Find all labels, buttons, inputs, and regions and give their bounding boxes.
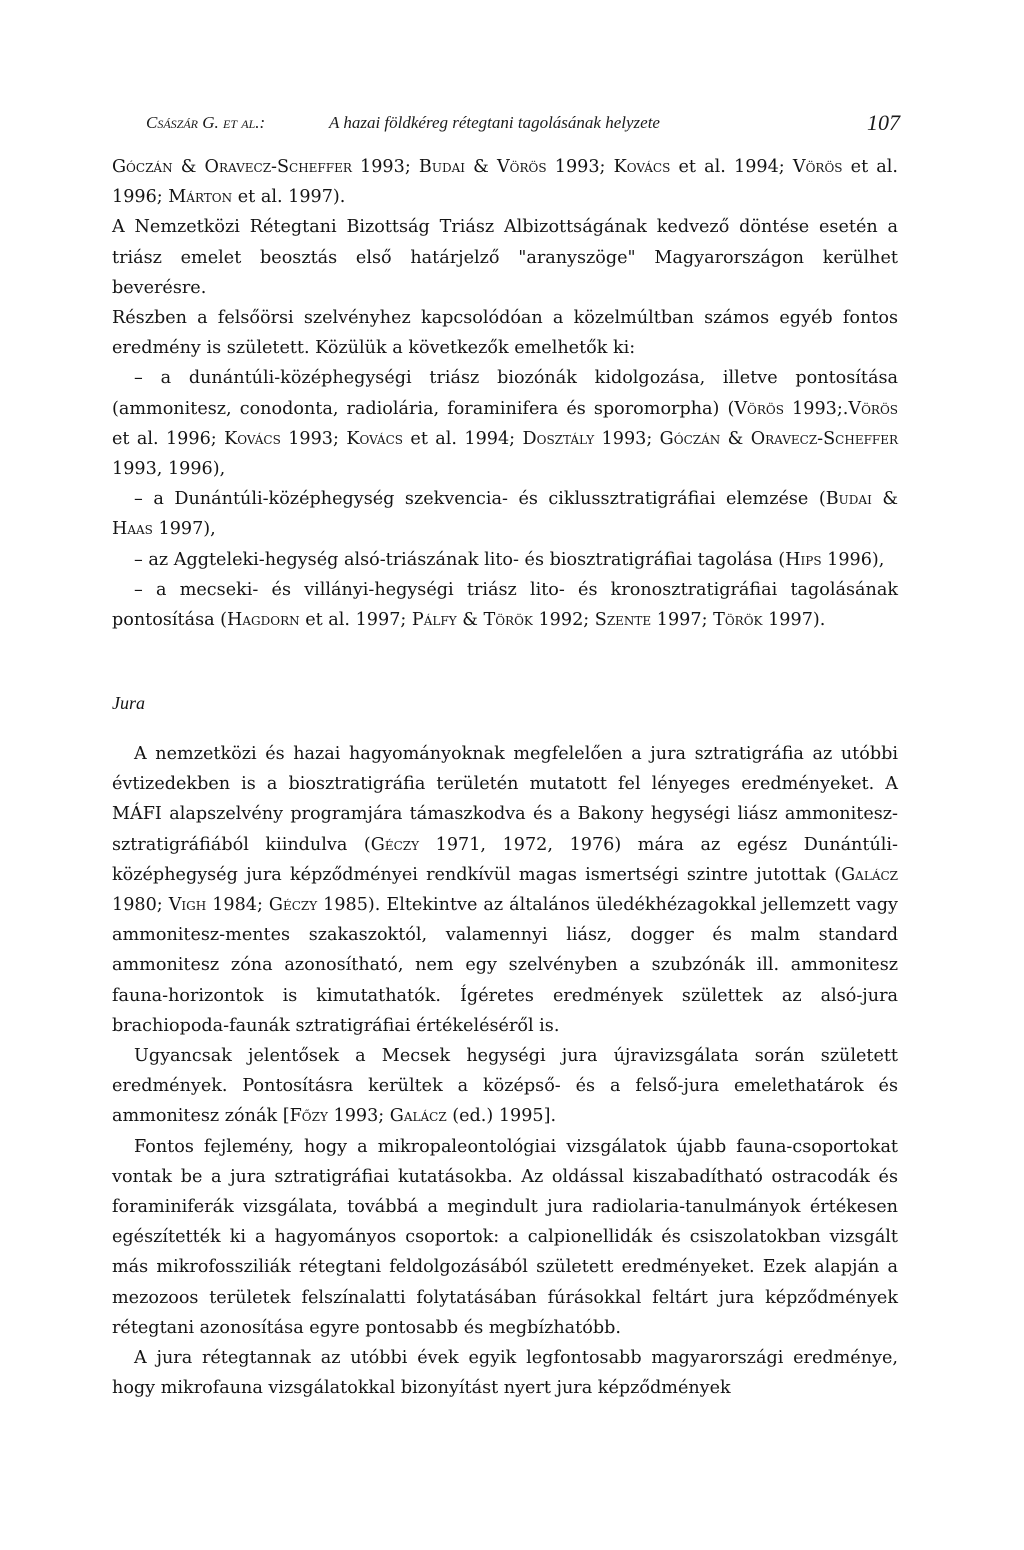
paragraph-text: A nemzetközi és hazai hagyományoknak megfelelően a jura sztratigráfia az utóbbi évtizedekben is a biosztratigráfia területén mutatott fel lényeges eredményeket. A MÁFI alapszelvény programjára támaszkodva és a Bakony hegységi liász ammonitesz-sztratigráfiából kiindulva ( xyxy=(112,744,898,855)
citation-author: Vörös xyxy=(792,157,843,177)
page-number: 107 xyxy=(867,110,900,135)
list-text: et al. 1994; xyxy=(403,428,523,449)
list-text: – a mecseki- és villányi-hegységi triász lito- és kronosztratigráfiai tagolásának pontosítása ( xyxy=(112,579,898,631)
paragraph-text: 1971, 1972, 1976) mára az egész Dunántúli-középhegység jura képződményei rendkívül magas ismertségi szintre jutottak ( xyxy=(112,834,898,885)
citation-author: Géczy xyxy=(370,834,420,855)
list-text: 1993;. xyxy=(783,398,849,419)
list-text: 1997; xyxy=(651,610,714,631)
citation-author: Hips xyxy=(785,549,822,570)
paragraph-golden-spike: A Nemzetközi Rétegtani Bizottság Triász Albizottságának kedvező döntése esetén a triász emelet beosztás első határjelző "aranyszöge" Magyarországon kerülhet beverésre. xyxy=(112,217,898,298)
paragraph-mecsek-jura xyxy=(112,1041,898,1132)
citation-author: Kovács xyxy=(224,428,281,449)
list-item-sequence-stratigraphy xyxy=(112,484,898,544)
citation-author: Főzy xyxy=(289,1106,328,1127)
citation-author: Kovács xyxy=(613,157,671,177)
paragraph-text: 1993; xyxy=(327,1106,390,1127)
citation-author: Vörös xyxy=(734,398,784,419)
list-item-aggtelek xyxy=(112,545,898,575)
citation-text: et al. 1996; xyxy=(112,157,899,208)
citation-author: Budai & Vörös xyxy=(418,157,547,177)
citation-text: 1993; xyxy=(351,157,419,177)
list-text: 1993; xyxy=(594,428,660,449)
paragraph-text: 1980; xyxy=(112,895,169,916)
paragraph-text: 1984; xyxy=(206,895,269,916)
list-text: 1996), xyxy=(821,549,885,570)
citation-author: Kovács xyxy=(346,428,404,449)
running-header xyxy=(146,110,904,143)
paragraph-text: Ugyancsak jelentősek a Mecsek hegységi jura újravizsgálata során született eredmények. Pontosításra kerültek a középső- és a felső-jura emelethatárok és ammonitesz zónák [ xyxy=(112,1046,898,1127)
citation-author: Géczy xyxy=(268,895,318,916)
citation-author: Dosztály xyxy=(522,428,595,449)
list-text: et al. 1996; xyxy=(112,428,225,449)
paragraph-text: (ed.) 1995]. xyxy=(446,1106,557,1127)
list-text: 1993, 1996), xyxy=(112,459,226,480)
list-text: 1997). xyxy=(762,610,826,631)
citation-author: Márton xyxy=(168,187,233,208)
citation-author: Szente xyxy=(594,610,652,631)
citation-author: Galácz xyxy=(841,864,898,885)
citation-author: Góczán & Oravecz-Scheffer xyxy=(112,157,352,177)
paragraph-text: 1985). Eltekintve az általános üledékhézagokkal jellemzett vagy ammonitesz-mentes szakaszoktól, valamennyi liász, dogger és malm standard ammonitesz zóna azonosítható, nem egy szelvényben a szubzónák ill. ammonitesz fauna-horizontok is kimutathatók. Ígéretes eredmények születtek az alsó-jura brachiopoda-faunák sztratigráfiai értékeléséről is. xyxy=(112,895,898,1036)
list-text: 1997), xyxy=(152,519,216,540)
header-author: Császár G. et al.: xyxy=(146,113,266,132)
section-triassic-text xyxy=(112,152,898,635)
paragraph-references-continued xyxy=(112,152,898,212)
citation-author: Budai & Haas xyxy=(112,489,899,540)
citation-author: Pálfy & Török xyxy=(411,610,533,631)
paragraph-jura-recent-results: A jura rétegtannak az utóbbi évek egyik legfontosabb magyarországi eredménye, hogy mikrofauna vizsgálatokkal bizonyítást nyert jura képződmények xyxy=(112,1348,898,1399)
list-item-mecsek-villany xyxy=(112,575,898,635)
list-text: et al. 1997; xyxy=(299,610,412,631)
paragraph-jura-biostratigraphy xyxy=(112,739,898,1041)
citation-author: Vörös xyxy=(848,398,898,419)
citation-author: Hagdorn xyxy=(227,610,300,631)
section-jurassic-text xyxy=(112,739,898,1403)
citation-author: Góczán & Oravecz-Scheffer xyxy=(659,428,899,449)
list-text: 1993; xyxy=(280,428,347,449)
citation-text: 1993; xyxy=(546,157,614,177)
list-text: – a dunántúli-középhegységi triász biozónák kidolgozása, illetve pontosítása (ammonitesz, conodonta, radiolária, foraminifera és sporomorpha) ( xyxy=(112,368,898,419)
citation-author: Galácz xyxy=(389,1106,447,1127)
citation-author: Török xyxy=(713,610,763,631)
list-text: 1992; xyxy=(532,610,595,631)
citation-text: et al. 1997). xyxy=(232,187,346,208)
paragraph-micropaleontology: Fontos fejlemény, hogy a mikropaleontológiai vizsgálatok újabb fauna-csoportokat vontak be a jura sztratigráfiai kutatásokba. Az oldással kiszabadítható ostracodák és foraminiferák vizsgálata, továbbá a megindult jura radiolaria-tanulmányok értékesen egészítették ki a hagyományos csoportok: a calpionellidák és csiszolatokban vizsgált más mikrofossziliák rétegtani feldolgozásából született eredményeket. Ezek alapján a mezozoos területek felszínalatti folytatásában fúrásokkal feltárt jura képződmények rétegtani azonosítása egyre pontosabb és megbízhatóbb. xyxy=(112,1136,898,1338)
header-title: A hazai földkéreg rétegtani tagolásának helyzete xyxy=(329,113,660,132)
list-text: – az Aggteleki-hegység alsó-triászának lito- és biosztratigráfiai tagolása ( xyxy=(134,549,786,570)
citation-author: Vigh xyxy=(168,895,207,916)
paragraph-other-results: Részben a felsőörsi szelvényhez kapcsolódóan a közelmúltban számos egyéb fontos eredmény is született. Közülük a következők emelhetők ki: xyxy=(112,308,898,359)
list-item-biozones xyxy=(112,363,898,484)
list-text: – a Dunántúli-középhegység szekvencia- és ciklussztratigráfiai elemzése ( xyxy=(134,489,826,510)
section-heading-jura: Jura xyxy=(112,693,145,713)
citation-text: et al. 1994; xyxy=(670,157,793,177)
